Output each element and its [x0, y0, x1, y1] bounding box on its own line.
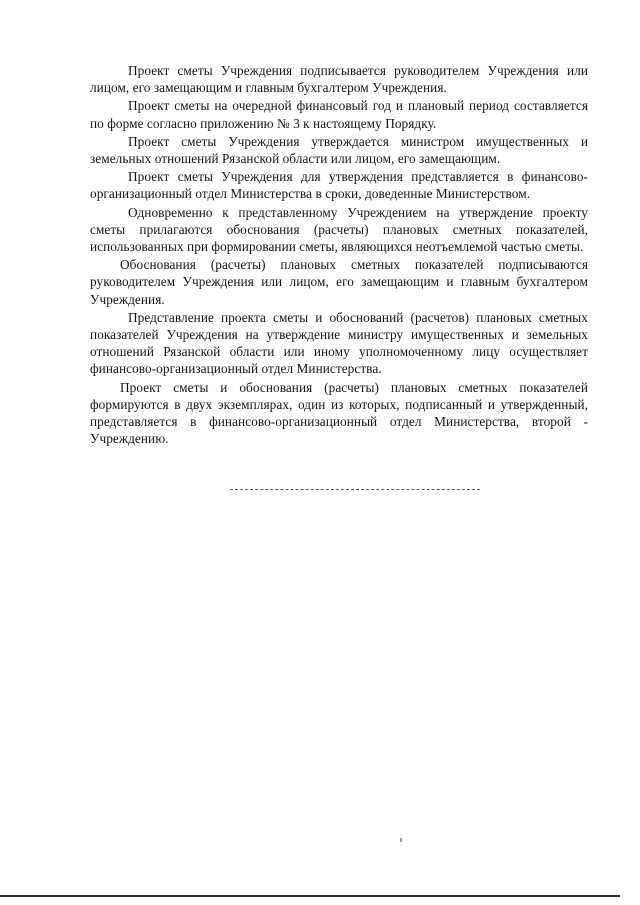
paragraph-form: Проект сметы на очередной финансовый год и плановый период составляется по форме согласно приложению № 3 к настоящему Порядку.: [90, 98, 588, 131]
paragraph-submission: Проект сметы Учреждения для утверждения представляется в финансово-организационный отдел Министерства в сроки, доведенные Министерством.: [90, 169, 588, 202]
paragraph-justifications: Одновременно к представленному Учреждением на утверждение проекту сметы прилагаются обоснования (расчеты) плановых сметных показателей, использованных при формировании сметы, являющихся неотъемлемой частью сметы.: [90, 204, 588, 255]
paragraph-justifications-signing: Обоснования (расчеты) плановых сметных показателей подписываются руководителем Учреждения или лицом, его замещающим и главным бухгалтером Учреждения.: [90, 257, 588, 307]
document-body: [90, 62, 588, 448]
paragraph-copies: Проект сметы и обоснования (расчеты) плановых сметных показателей формируются в двух экземплярах, один из которых, подписанный и утвержденный, представляется в финансово-организационный отдел Министерства, второй - Учреждению.: [90, 379, 588, 447]
paragraph-signing: Проект сметы Учреждения подписывается руководителем Учреждения или лицом, его замещающим и главным бухгалтером Учреждения.: [90, 63, 588, 96]
scan-speck: [400, 838, 402, 842]
page-bottom-rule: [0, 895, 620, 897]
paragraph-approval: Проект сметы Учреждения утверждается министром имущественных и земельных отношений Рязанской области или лицом, его замещающим.: [90, 133, 588, 167]
section-separator: [230, 489, 480, 490]
paragraph-presentation: Представление проекта сметы и обоснований (расчетов) плановых сметных показателей Учреждения на утверждение министру имущественных и земельных отношений Рязанской области или иному уполномоченному лицу осуществляет финансово-организационный отдел Министерства.: [90, 309, 588, 377]
